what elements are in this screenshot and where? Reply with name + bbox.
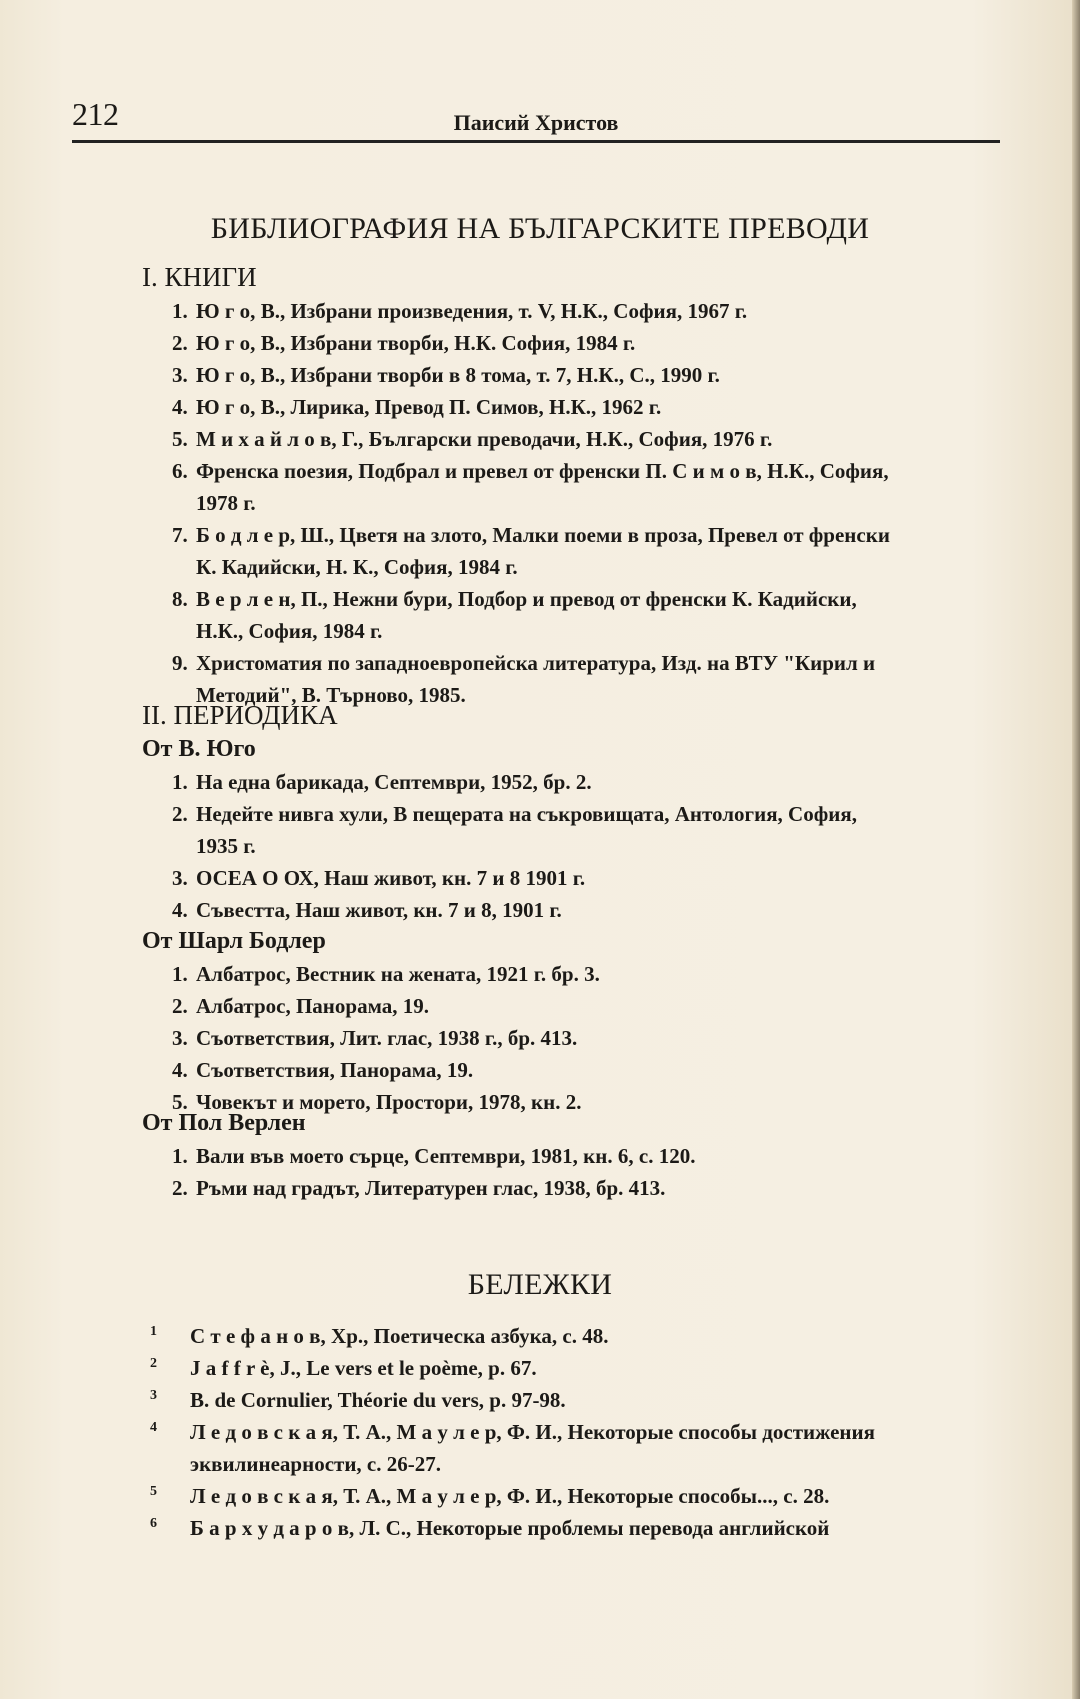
note-author: С т е ф а н о в, [190,1324,326,1348]
item-continuation: К. Кадийски, Н. К., София, 1984 г. [196,555,518,579]
list-item [172,862,1002,894]
footnote [150,1380,1000,1416]
list-item [172,894,1002,926]
item-text: Съвестта, Наш живот, кн. 7 и 8, 1901 г. [196,898,562,922]
baudelaire-heading: От Шарл Бодлер [142,928,326,954]
list-item [172,295,1002,327]
note-number: 2 [150,1356,157,1371]
list-item [172,798,1002,862]
item-number: 5. [172,427,188,451]
page-edge [1072,0,1080,1699]
hugo-heading: От В. Юго [142,736,256,762]
item-number: 9. [172,651,188,675]
notes-title: БЕЛЕЖКИ [467,1268,613,1301]
item-text: Недейте нивга хули, В пещерата на съкровищата, Антология, София, [196,802,857,826]
note-number: 4 [150,1420,157,1435]
item-text: Албатрос, Вестник на жената, 1921 г. бр. 3. [196,962,600,986]
item-number: 1. [172,1144,188,1168]
list-item [172,1054,1002,1086]
item-author: Б о д л е р, [196,523,296,547]
item-text: Ръми над градът, Литературен глас, 1938, бр. 413. [196,1176,666,1200]
item-number: 2. [172,331,188,355]
list-item [172,359,1002,391]
item-author: Ю г о, [196,331,256,355]
item-continuation: Методий", В. Търново, 1985. [196,683,466,707]
item-number: 6. [172,459,188,483]
note-author: Л е д о в с к а я, [190,1420,338,1444]
item-text: Съответствия, Панорама, 19. [196,1058,474,1082]
item-continuation: 1935 г. [196,834,256,858]
books-heading: I. КНИГИ [142,262,257,292]
item-number: 1. [172,770,188,794]
footnote [150,1476,1000,1512]
item-author: Ю г о, [196,395,256,419]
item-text: В., Лирика, Превод П. Симов, Н.К., 1962 г. [255,395,662,419]
item-number: 4. [172,898,188,922]
note-number: 3 [150,1388,157,1403]
note-author: Б а р х у д а р о в, [190,1516,355,1540]
bibliography-title: БИБЛИОГРАФИЯ НА БЪЛГАРСКИТЕ ПРЕВОДИ [210,212,870,245]
item-text: П., Нежни бури, Подбор и превод от френски К. Кадийски, [295,587,857,611]
note-number: 5 [150,1484,157,1499]
item-number: 3. [172,866,188,890]
item-number: 1. [172,962,188,986]
item-number: 7. [172,523,188,547]
footnote [150,1316,1000,1352]
running-title: Паисий Христов [453,110,619,135]
note-number: 1 [150,1324,157,1339]
note-text: J., Le vers et le poème, p. 67. [274,1356,537,1380]
list-item [172,766,1002,798]
list-item [172,455,1002,519]
item-author: Ю г о, [196,363,256,387]
list-item [172,1140,1002,1172]
note-text: Т. А., М а у л е р, Ф. И., Некоторые способы достижения [337,1420,875,1444]
note-author: J a f f r è, [190,1356,275,1380]
item-number: 3. [172,363,188,387]
page-header [72,96,1000,143]
list-item [172,958,1002,990]
item-continuation: Н.К., София, 1984 г. [196,619,383,643]
list-item [172,1022,1002,1054]
list-item [172,990,1002,1022]
note-number: 6 [150,1516,157,1531]
item-text: Вали във моето сърце, Септември, 1981, кн. 6, с. 120. [196,1144,696,1168]
item-author: Ю г о, [196,299,256,323]
item-text: В., Избрани произведения, т. V, Н.К., София, 1967 г. [255,299,748,323]
note-text: B. de Cornulier, Théorie du vers, p. 97-98. [190,1388,566,1412]
page-number: 212 [72,96,119,132]
item-text: Френска поезия, Подбрал и превел от френски П. С и м о в, Н.К., София, [196,459,889,483]
footnote [150,1348,1000,1384]
note-text: Л. С., Некоторые проблемы перевода английской [354,1516,830,1540]
item-text: Христоматия по западноевропейска литература, Изд. на ВТУ "Кирил и [196,651,876,675]
item-number: 2. [172,802,188,826]
item-number: 2. [172,1176,188,1200]
item-text: Ш., Цветя на злото, Малки поеми в проза, Превел от френски [295,523,890,547]
item-number: 1. [172,299,188,323]
item-number: 4. [172,395,188,419]
verlaine-heading: От Пол Верлен [142,1110,306,1136]
item-number: 5. [172,1090,188,1114]
note-continuation: эквилинеарности, с. 26-27. [190,1452,441,1476]
item-author: М и х а й л о в, [196,427,337,451]
item-text: Човекът и морето, Простори, 1978, кн. 2. [196,1090,582,1114]
note-text: Т. А., М а у л е р, Ф. И., Некоторые способы..., с. 28. [337,1484,830,1508]
list-item [172,583,1002,647]
item-text: В., Избрани творби, Н.К. София, 1984 г. [255,331,636,355]
periodicals-heading: II. ПЕРИОДИКА [142,700,338,730]
list-item [172,519,1002,583]
list-item [172,391,1002,423]
item-text: Албатрос, Панорама, 19. [196,994,429,1018]
item-number: 4. [172,1058,188,1082]
item-text: Съответствия, Лит. глас, 1938 г., бр. 413. [196,1026,578,1050]
footnote [150,1508,1000,1544]
footnote [150,1412,1000,1480]
item-text: Г., Български преводачи, Н.К., София, 1976 г. [336,427,773,451]
item-author: В е р л е н, [196,587,296,611]
item-number: 8. [172,587,188,611]
item-continuation: 1978 г. [196,491,256,515]
item-text: На една барикада, Септември, 1952, бр. 2. [196,770,592,794]
item-text: В., Избрани творби в 8 тома, т. 7, Н.К., С., 1990 г. [255,363,720,387]
list-item [172,1172,1002,1204]
item-number: 2. [172,994,188,1018]
item-number: 3. [172,1026,188,1050]
item-text: ОСЕА О ОХ, Наш живот, кн. 7 и 8 1901 г. [196,866,586,890]
list-item [172,327,1002,359]
note-text: Хр., Поетическа азбука, с. 48. [325,1324,609,1348]
list-item [172,423,1002,455]
note-author: Л е д о в с к а я, [190,1484,338,1508]
